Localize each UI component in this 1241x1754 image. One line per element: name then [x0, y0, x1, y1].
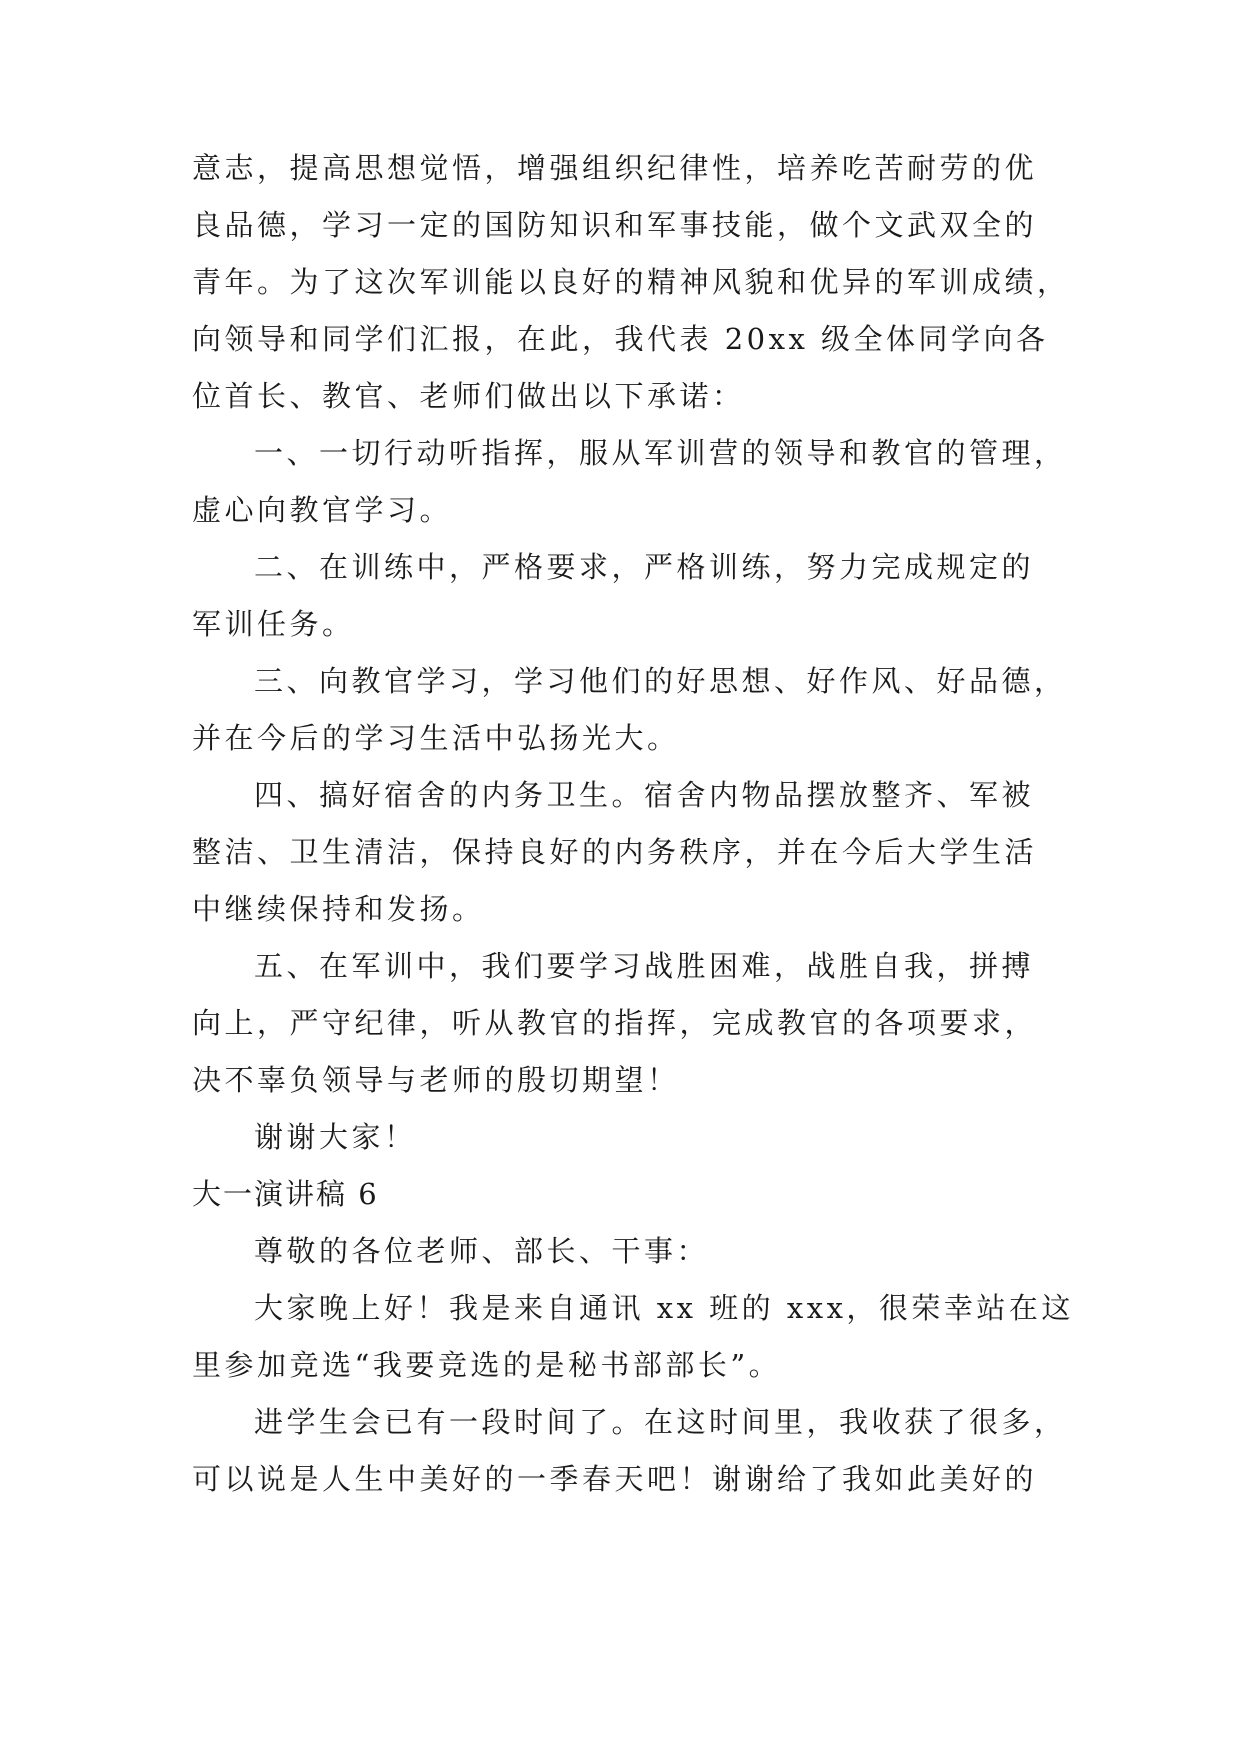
text-line: 良品德，学习一定的国防知识和军事技能，做个文武双全的: [192, 208, 1038, 242]
text-line: 青年。为了这次军训能以良好的精神风貌和优异的军训成绩，: [192, 265, 1070, 299]
text-line: 大家晚上好！我是来自通讯 xx 班的 xxx，很荣幸站在这: [254, 1291, 1074, 1325]
text-line: 进学生会已有一段时间了。在这时间里，我收获了很多，: [254, 1405, 1067, 1439]
text-line: 整洁、卫生清洁，保持良好的内务秩序，并在今后大学生活: [192, 835, 1038, 869]
text-line: 决不辜负领导与老师的殷切期望！: [192, 1063, 680, 1097]
text-line: 可以说是人生中美好的一季春天吧！谢谢给了我如此美好的: [192, 1462, 1038, 1496]
salutation: 尊敬的各位老师、部长、干事：: [254, 1234, 710, 1268]
closing-line: 谢谢大家！: [254, 1120, 417, 1154]
section-title: 大一演讲稿 6: [192, 1177, 379, 1211]
text-line: 军训任务。: [192, 607, 355, 641]
text-line: 中继续保持和发扬。: [192, 892, 485, 926]
text-line: 位首长、教官、老师们做出以下承诺：: [192, 379, 745, 413]
text-line: 虚心向教官学习。: [192, 493, 453, 527]
text-line: 并在今后的学习生活中弘扬光大。: [192, 721, 680, 755]
text-line: 向领导和同学们汇报，在此，我代表 20xx 级全体同学向各: [192, 322, 1049, 356]
list-item-2: 二、在训练中，严格要求，严格训练，努力完成规定的: [254, 550, 1035, 584]
text-line: 意志，提高思想觉悟，增强组织纪律性，培养吃苦耐劳的优: [192, 151, 1038, 185]
list-item-4: 四、搞好宿舍的内务卫生。宿舍内物品摆放整齐、军被: [254, 778, 1035, 812]
text-line: 向上，严守纪律，听从教官的指挥，完成教官的各项要求，: [192, 1006, 1038, 1040]
list-item-3: 三、向教官学习，学习他们的好思想、好作风、好品德，: [254, 664, 1067, 698]
list-item-1: 一、一切行动听指挥，服从军训营的领导和教官的管理，: [254, 436, 1067, 470]
text-line: 里参加竞选“我要竞选的是秘书部部长”。: [192, 1348, 782, 1382]
list-item-5: 五、在军训中，我们要学习战胜困难，战胜自我，拼搏: [254, 949, 1035, 983]
